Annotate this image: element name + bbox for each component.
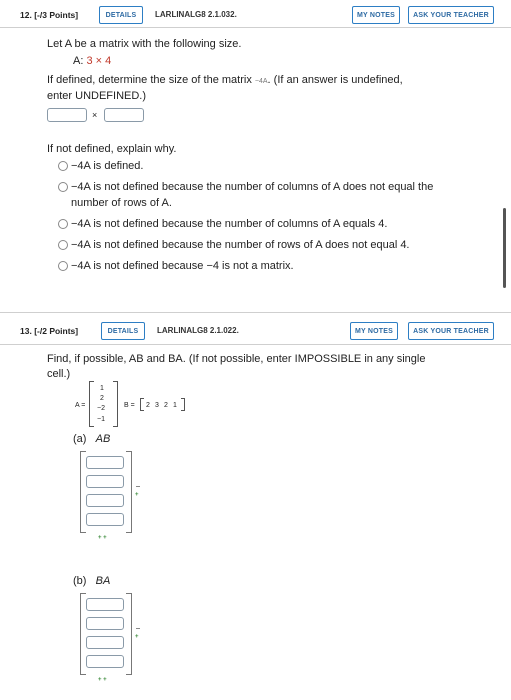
header-divider [0,344,511,345]
scrollbar-thumb[interactable] [503,208,506,288]
ab-cell-input[interactable] [86,494,124,507]
add-col-icon[interactable]: + [135,492,139,498]
option-label-4: −4A is not defined because the number of rows of A does not equal 4. [71,239,410,251]
details-button[interactable]: DETAILS [101,322,145,340]
resize-col-icon[interactable] [136,486,140,487]
matrix-b-right-bracket [181,398,185,411]
matrix-b-entry: 2 [164,402,168,409]
option-radio-5[interactable] [58,261,68,271]
explain-prompt: If not defined, explain why. [47,143,177,155]
ba-cell-input[interactable] [86,598,124,611]
option-label-3: −4A is not defined because the number of columns of A equals 4. [71,218,388,230]
ba-cell-input[interactable] [86,636,124,649]
matrix-a-entry: −2 [97,405,105,412]
question-13-header [0,320,511,342]
add-row-icon[interactable]: + + [98,535,107,541]
ba-matrix-right-bracket [126,593,132,675]
option-label-5: −4A is not defined because −4 is not a matrix. [71,260,294,272]
header-divider [0,27,511,28]
matrix-a-entry: 2 [100,395,104,402]
question-reference: LARLINALG8 2.1.022. [157,326,239,335]
rows-input[interactable] [47,108,87,122]
add-row-icon[interactable]: + + [98,677,107,683]
ab-cell-input[interactable] [86,475,124,488]
add-col-icon[interactable]: + [135,634,139,640]
option-radio-3[interactable] [58,219,68,229]
my-notes-button[interactable]: MY NOTES [352,6,400,24]
matrix-a-entry: 1 [100,385,104,392]
option-radio-1[interactable] [58,161,68,171]
question-prompt-line2: enter UNDEFINED.) [47,90,147,102]
my-notes-button[interactable]: MY NOTES [350,322,398,340]
question-13-number-points: 13. [-/2 Points] [20,326,79,336]
question-prompt-line2: cell.) [47,368,71,380]
option-label-1: −4A is defined. [71,160,144,172]
matrix-b-entry: 1 [173,402,177,409]
question-reference: LARLINALG8 2.1.032. [155,10,237,19]
question-12-header [0,4,511,26]
ab-cell-input[interactable] [86,513,124,526]
matrix-b-entry: 2 [146,402,150,409]
part-b-label: (b) BA [73,575,111,587]
columns-input[interactable] [104,108,144,122]
matrix-a-label: A = [75,402,86,409]
option-label-2: −4A is not defined because the number of columns of A does not equal the [71,181,434,193]
question-12-number-points: 12. [-/3 Points] [20,10,79,20]
ba-cell-input[interactable] [86,655,124,668]
question-prompt-line1: If defined, determine the size of the matrix −4A. (If an answer is undefined, [47,74,403,86]
resize-col-icon[interactable] [136,628,140,629]
ab-cell-input[interactable] [86,456,124,469]
matrix-b-label: B = [124,402,135,409]
part-a-label: (a) AB [73,433,111,445]
details-button[interactable]: DETAILS [99,6,143,24]
option-radio-4[interactable] [58,240,68,250]
times-sign: × [92,110,98,120]
matrix-b-left-bracket [140,398,144,411]
matrix-a-entry: −1 [97,416,105,423]
ba-cell-input[interactable] [86,617,124,630]
matrix-a-right-bracket [113,381,118,427]
matrix-size: A: 3 × 4 [73,55,112,67]
option-label-2-cont: number of rows of A. [71,197,172,209]
ask-your-teacher-button[interactable]: ASK YOUR TEACHER [408,6,494,24]
section-divider [0,312,511,313]
question-intro: Let A be a matrix with the following size. [47,38,242,50]
ab-matrix-right-bracket [126,451,132,533]
matrix-a-left-bracket [89,381,94,427]
option-radio-2[interactable] [58,182,68,192]
question-prompt-line1: Find, if possible, AB and BA. (If not possible, enter IMPOSSIBLE in any single [47,353,426,365]
matrix-b-entry: 3 [155,402,159,409]
ask-your-teacher-button[interactable]: ASK YOUR TEACHER [408,322,494,340]
